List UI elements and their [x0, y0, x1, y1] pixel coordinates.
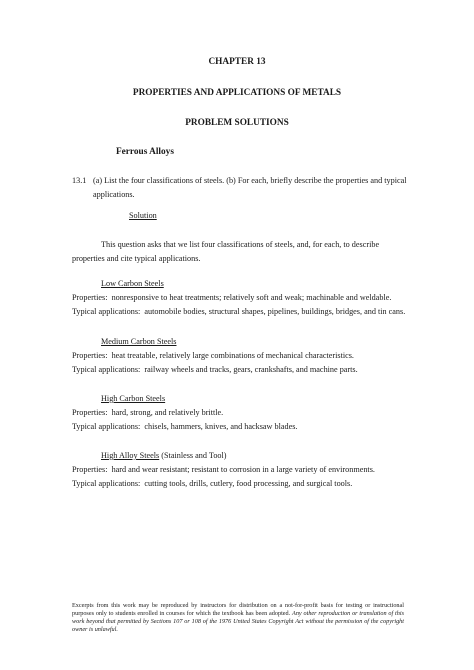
applications-text: automobile bodies, structural shapes, pipelines, buildings, bridges, and tin cans.: [144, 307, 406, 316]
problem-text-line1: (a) List the four classifications of steels. (b) For each, briefly describe the properties and typical: [93, 176, 407, 185]
steel-applications-medium-carbon: [72, 364, 358, 375]
steel-name: High Alloy Steels: [101, 451, 160, 460]
footer-text: Excerpts from this work may be reproduced by instructors for distribution on a not-for-profit basis for testing or instructional purposes only to students enrolled in courses for which the textbook has been adopted.: [72, 602, 404, 617]
properties-text: hard, strong, and relatively brittle.: [111, 408, 224, 417]
steel-applications-high-carbon: [72, 421, 297, 432]
intro-line1: This question asks that we list four classifications of steels, and, for each, to describe: [101, 240, 380, 249]
footer-italic-text: Any other reproduction or translation of this work beyond that permitted by Sections 107 or 108 of the 1976 United States Copyright Act without the permission of the copyright owner is unlawful.: [72, 609, 404, 633]
applications-text: chisels, hammers, knives, and hacksaw blades.: [144, 422, 298, 431]
properties-label: Properties:: [72, 408, 108, 417]
problem-solutions-heading: PROBLEM SOLUTIONS: [185, 118, 289, 128]
applications-text: railway wheels and tracks, gears, crankshafts, and machine parts.: [144, 365, 358, 374]
properties-text: heat treatable, relatively large combinations of mechanical characteristics.: [111, 351, 354, 360]
applications-label: Typical applications:: [72, 422, 141, 431]
steel-properties-low-carbon: [72, 292, 391, 303]
steel-name: Medium Carbon Steels: [101, 337, 177, 346]
steel-heading-high-alloy: [101, 450, 227, 461]
steel-heading-medium-carbon: [101, 336, 177, 347]
chapter-title: PROPERTIES AND APPLICATIONS OF METALS: [132, 88, 342, 98]
properties-label: Properties:: [72, 351, 108, 360]
steel-applications-low-carbon: [72, 306, 405, 317]
steel-properties-medium-carbon: [72, 350, 354, 361]
steel-heading-low-carbon: [101, 278, 164, 289]
steel-properties-high-carbon: [72, 407, 223, 418]
applications-label: Typical applications:: [72, 307, 141, 316]
properties-text: nonresponsive to heat treatments; relatively soft and weak; machinable and weldable.: [111, 293, 392, 302]
applications-label: Typical applications:: [72, 365, 141, 374]
intro-line2: properties and cite typical applications.: [72, 254, 201, 263]
solution-label: Solution: [129, 211, 157, 220]
steel-heading-high-carbon: [101, 393, 165, 404]
steel-applications-high-alloy: [72, 478, 352, 489]
steel-name: Low Carbon Steels: [101, 279, 164, 288]
properties-label: Properties:: [72, 293, 108, 302]
chapter-heading: CHAPTER 13: [208, 57, 266, 67]
properties-text: hard and wear resistant; resistant to corrosion in a large variety of environments.: [111, 465, 375, 474]
steel-name-suffix: (Stainless and Tool): [159, 451, 227, 460]
section-heading: Ferrous Alloys: [116, 147, 174, 157]
copyright-footer: [72, 602, 404, 634]
properties-label: Properties:: [72, 465, 108, 474]
applications-text: cutting tools, drills, cutlery, food processing, and surgical tools.: [144, 479, 353, 488]
applications-label: Typical applications:: [72, 479, 141, 488]
problem-number: 13.1: [72, 176, 87, 185]
steel-properties-high-alloy: [72, 464, 375, 475]
problem-text-line2: applications.: [93, 190, 135, 199]
steel-name: High Carbon Steels: [101, 394, 166, 403]
